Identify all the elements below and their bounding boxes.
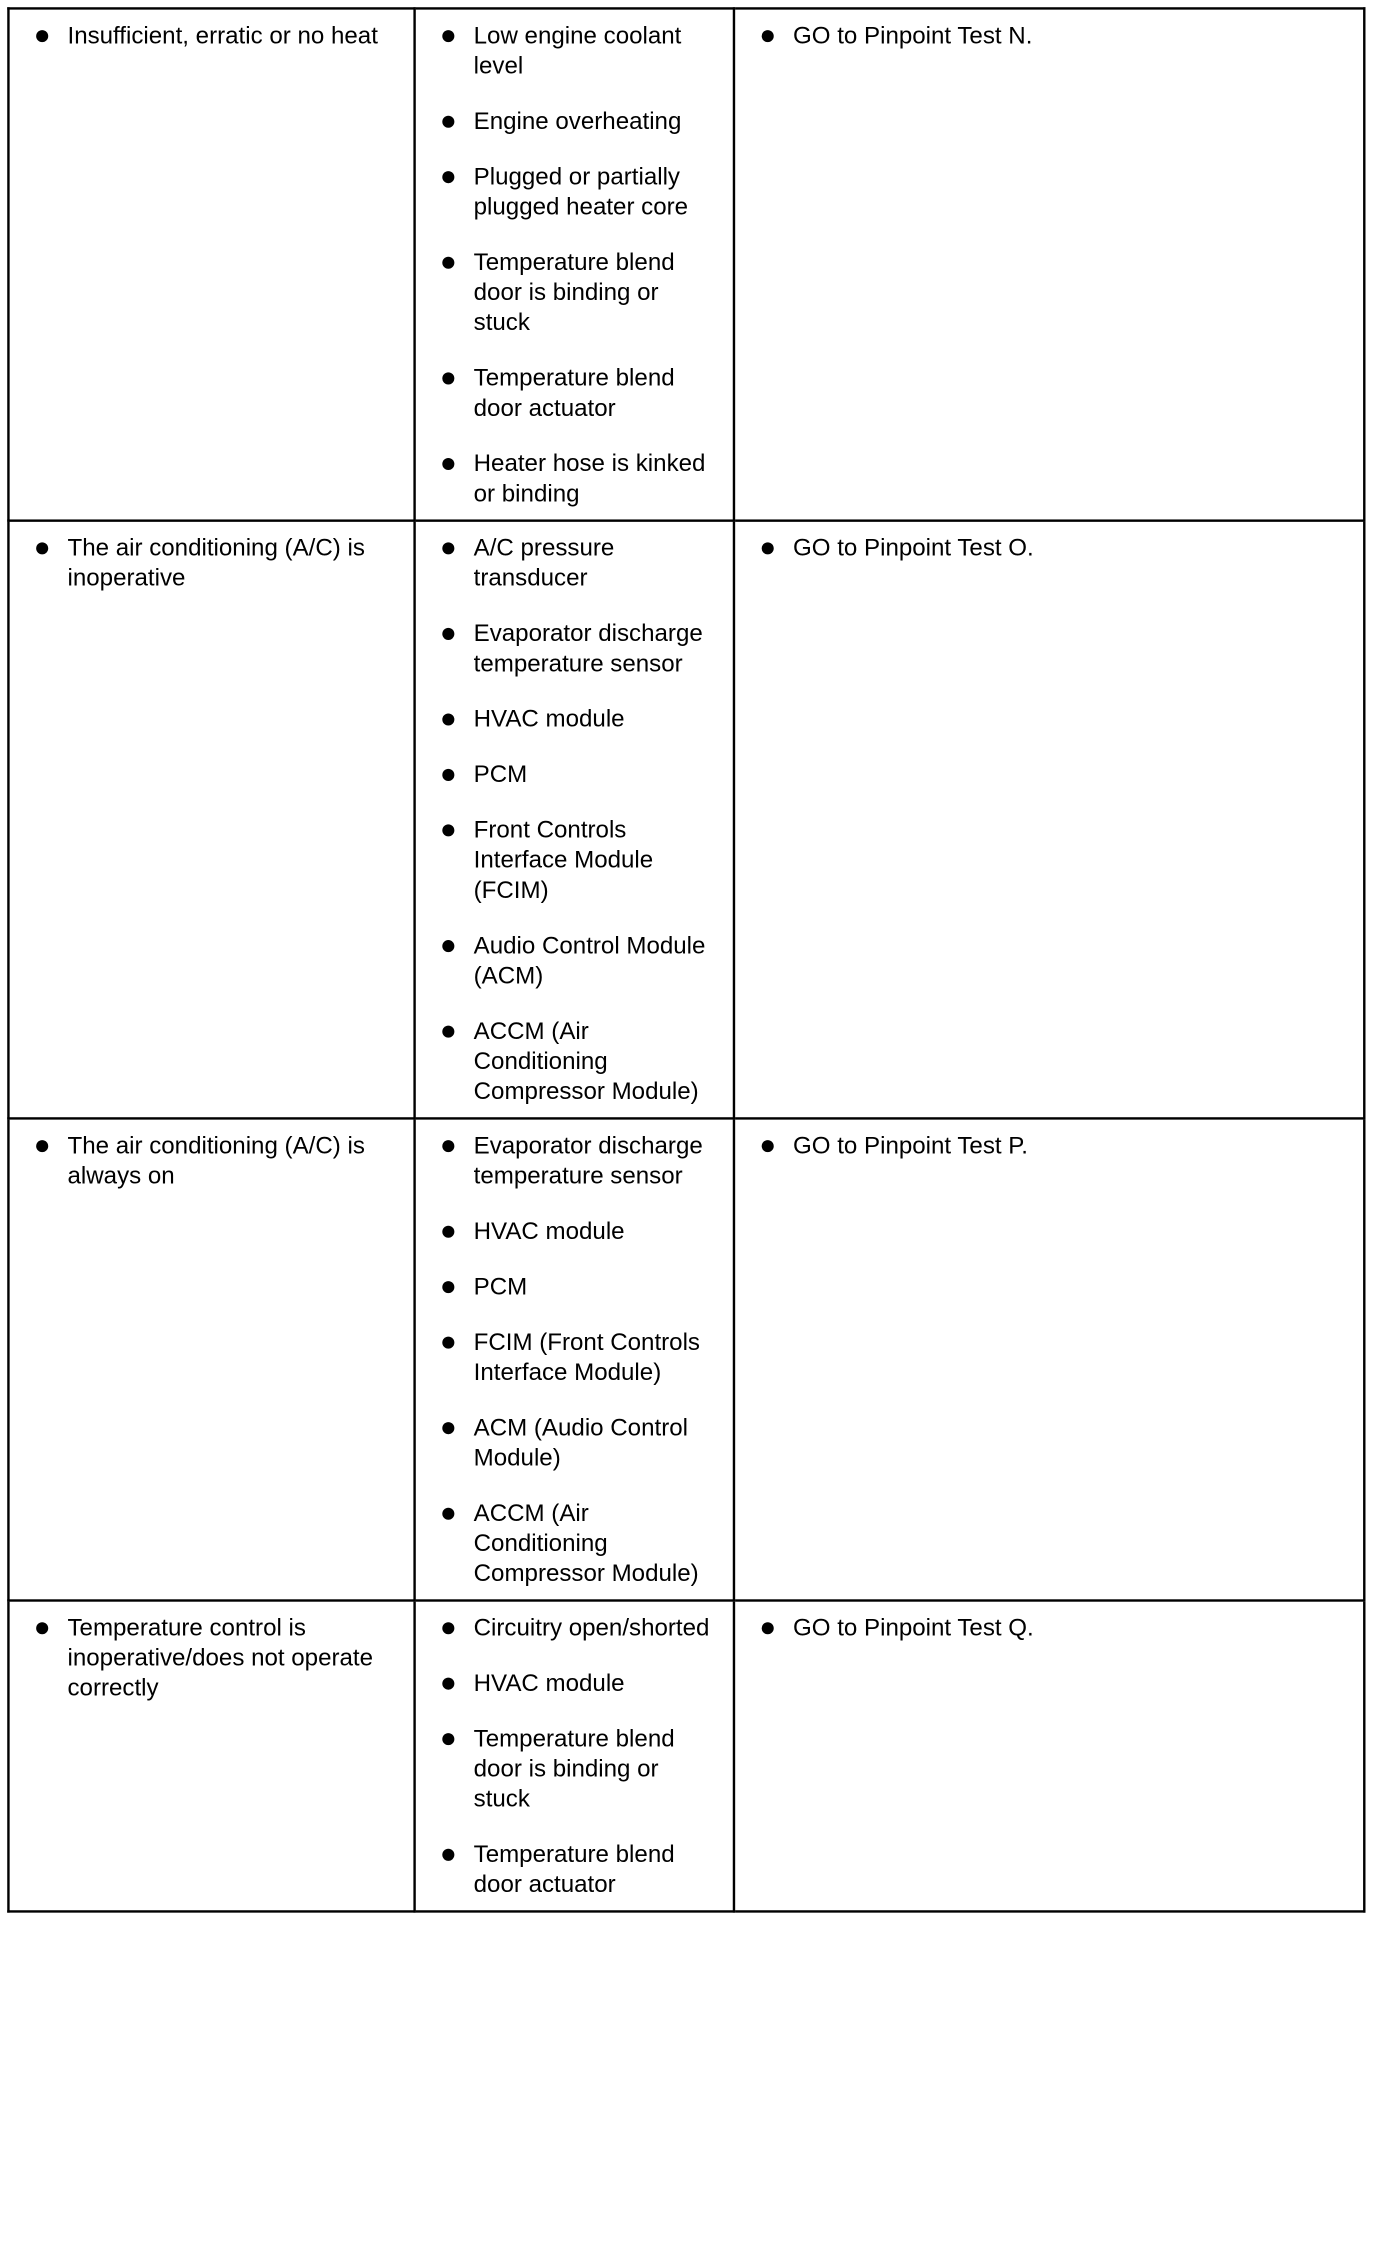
condition-cell [8, 8, 414, 520]
possible-source-item: Low engine coolant level [428, 22, 721, 82]
action-cell [734, 1118, 1364, 1600]
possible-source-item: HVAC module [428, 1669, 721, 1699]
condition-cell [8, 1601, 414, 1912]
condition-text: Temperature control is inoperative/does not operate correctly [22, 1614, 402, 1704]
possible-source-cell [415, 1118, 734, 1600]
table-row [8, 1601, 1364, 1912]
condition-text: The air conditioning (A/C) is always on [22, 1132, 402, 1192]
possible-source-item: Temperature blend door is binding or stuck [428, 248, 721, 338]
action-cell [734, 1601, 1364, 1912]
possible-source-item: Front Controls Interface Module (FCIM) [428, 816, 721, 906]
table-row [8, 521, 1364, 1119]
condition-text: Insufficient, erratic or no heat [22, 22, 402, 52]
symptom-chart-table [7, 7, 1365, 1912]
possible-source-item: A/C pressure transducer [428, 534, 721, 594]
possible-source-item: Evaporator discharge temperature sensor [428, 619, 721, 679]
action-text: GO to Pinpoint Test P. [747, 1132, 1351, 1162]
action-text: GO to Pinpoint Test O. [747, 534, 1351, 564]
possible-source-cell [415, 521, 734, 1119]
possible-source-item: PCM [428, 1273, 721, 1303]
action-text: GO to Pinpoint Test N. [747, 22, 1351, 52]
possible-source-item: FCIM (Front Controls Interface Module) [428, 1328, 721, 1388]
possible-source-item: Temperature blend door is binding or stuck [428, 1725, 721, 1815]
table-row [8, 1118, 1364, 1600]
possible-source-item: HVAC module [428, 705, 721, 735]
possible-source-item: Plugged or partially plugged heater core [428, 163, 721, 223]
condition-cell [8, 1118, 414, 1600]
possible-source-item: ACCM (Air Conditioning Compressor Module) [428, 1017, 721, 1107]
table-row [8, 8, 1364, 520]
possible-source-item: Evaporator discharge temperature sensor [428, 1132, 721, 1192]
possible-source-item: ACCM (Air Conditioning Compressor Module) [428, 1499, 721, 1589]
action-text: GO to Pinpoint Test Q. [747, 1614, 1351, 1644]
possible-source-item: Heater hose is kinked or binding [428, 450, 721, 510]
possible-source-item: Circuitry open/shorted [428, 1614, 721, 1644]
possible-source-cell [415, 1601, 734, 1912]
action-cell [734, 8, 1364, 520]
possible-source-item: ACM (Audio Control Module) [428, 1414, 721, 1474]
possible-source-item: Temperature blend door actuator [428, 1840, 721, 1900]
possible-source-item: PCM [428, 760, 721, 790]
possible-source-item: HVAC module [428, 1217, 721, 1247]
possible-source-cell [415, 8, 734, 520]
condition-cell [8, 521, 414, 1119]
action-cell [734, 521, 1364, 1119]
condition-text: The air conditioning (A/C) is inoperative [22, 534, 402, 594]
possible-source-item: Temperature blend door actuator [428, 364, 721, 424]
possible-source-item: Audio Control Module (ACM) [428, 932, 721, 992]
possible-source-item: Engine overheating [428, 107, 721, 137]
